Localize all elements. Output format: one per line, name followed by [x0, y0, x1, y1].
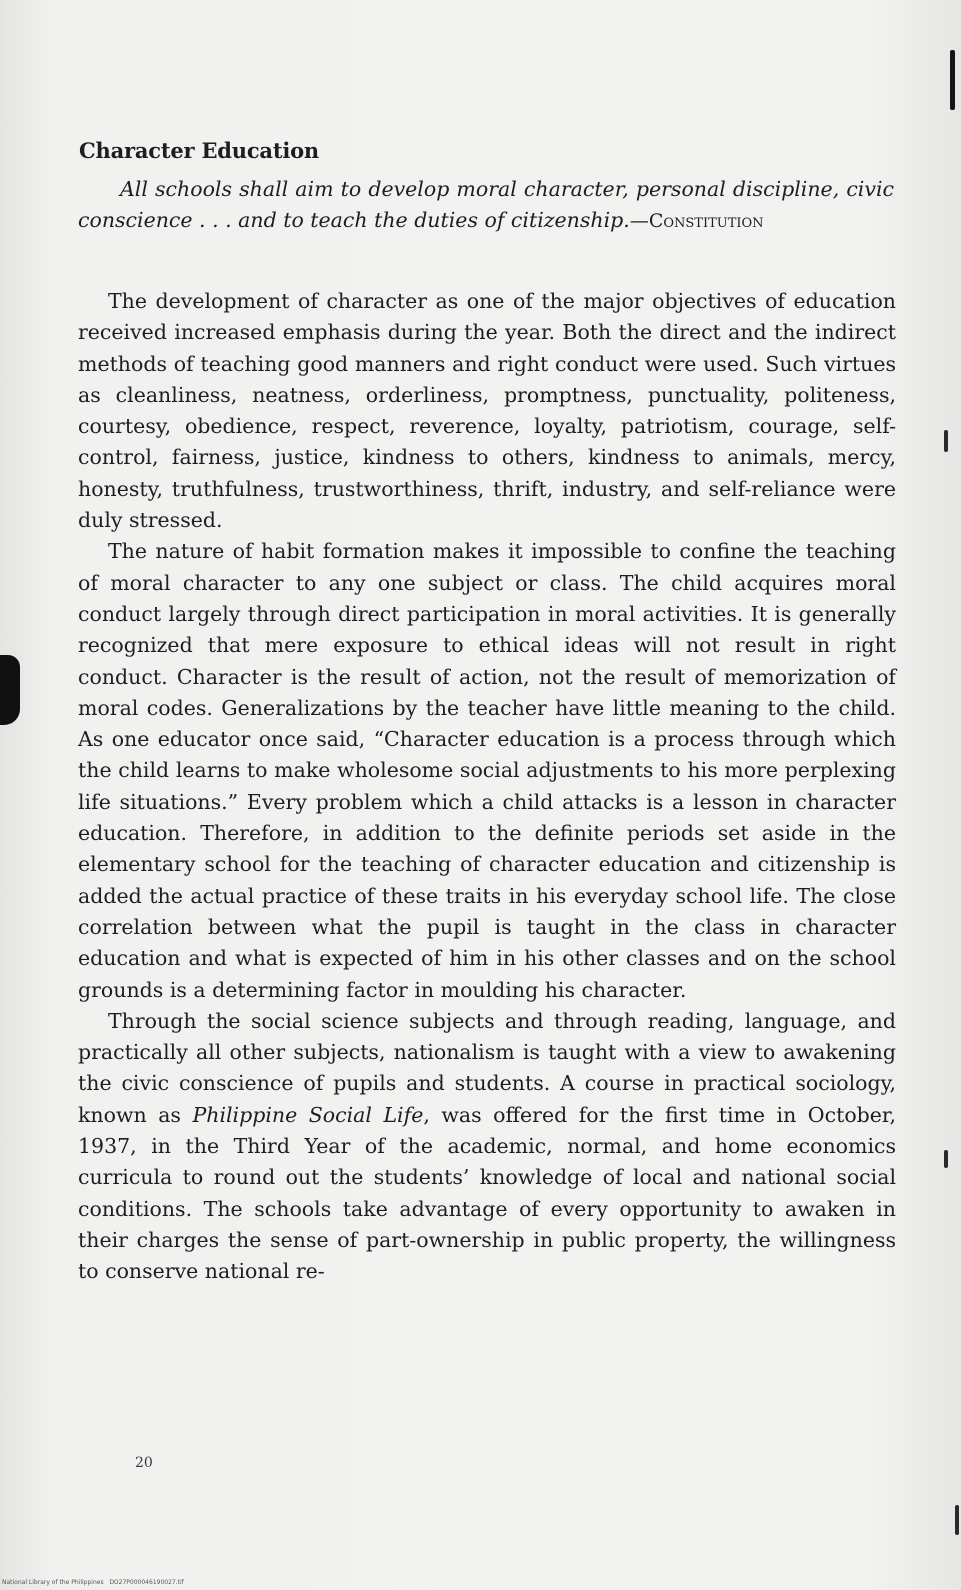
body-text: [78, 286, 896, 1288]
paragraph-2: The nature of habit formation makes it impossible to confine the teaching of moral character to any one subject or class. The child acquires moral conduct largely through direct participation in moral activities. It is generally recognized that mere exposure to ethical ideas will not result in right conduct. Character is the result of action, not the result of memorization of moral codes. Generalizations by the teacher have little meaning to the child. As one educator once said, “Character education is a process through which the child learns to make wholesome social adjustments to his more perplexing life situations.” Every problem which a child attacks is a lesson in character education. Therefore, in addition to the definite periods set aside in the elementary school for the teaching of character education and citizenship is added the actual practice of these traits in his everyday school life. The close correlation between what the pupil is taught in the class in character education and what is expected of him in his other classes and on the school grounds is a determining factor in moulding his character.: [78, 539, 896, 1002]
scan-footer: [2, 1579, 184, 1586]
footer-library: National Library of the Philippines: [2, 1579, 104, 1586]
section-heading: Character Education: [79, 138, 319, 163]
epigraph: [78, 174, 894, 237]
scan-edge-mark: [0, 655, 20, 725]
paragraph-1: The development of character as one of the major objectives of education received increased emphasis during the year. Both the direct and the indirect methods of teaching good manners and right conduct were used. Such virtues as cleanliness, neatness, orderliness, promptness, punctuality, politeness, courtesy, obedience, respect, reverence, loyalty, patriotism, courage, self-control, fairness, justice, kindness to others, kindness to animals, mercy, honesty, truthfulness, trustworthiness, thrift, industry, and self-reliance were duly stressed.: [78, 289, 896, 533]
scan-edge-mark: [944, 430, 948, 452]
paragraph-3-end: , was offered for the first time in October, 1937, in the Third Year of the academic, normal, and home economics curricula to round out the students’ knowledge of local and national social conditions. The schools take advantage of every opportunity to awaken in their charges the sense of part-ownership in public property, the willingness to conserve national re-: [78, 1102, 896, 1284]
scan-edge-mark: [950, 50, 955, 110]
epigraph-text: All schools shall aim to develop moral character, personal discipline, civic conscience . . . and to teach the duties of citizenship.: [78, 177, 894, 232]
page-number: 20: [135, 1455, 153, 1471]
footer-code: DO27P000046190027.tif: [109, 1579, 184, 1586]
paragraph-3-start: Through the social science subjects and through reading, language, and practically all other subjects, nationalism is taught with a view to awakening the civic conscience of pupils and students. A course in practical sociology, known as: [78, 1008, 896, 1127]
scan-edge-mark: [955, 1505, 959, 1535]
paragraph-3: [78, 1006, 896, 1288]
course-title: Philippine Social Life: [192, 1102, 424, 1127]
scan-edge-mark: [944, 1150, 948, 1168]
epigraph-attribution: —Constitution: [629, 210, 764, 232]
